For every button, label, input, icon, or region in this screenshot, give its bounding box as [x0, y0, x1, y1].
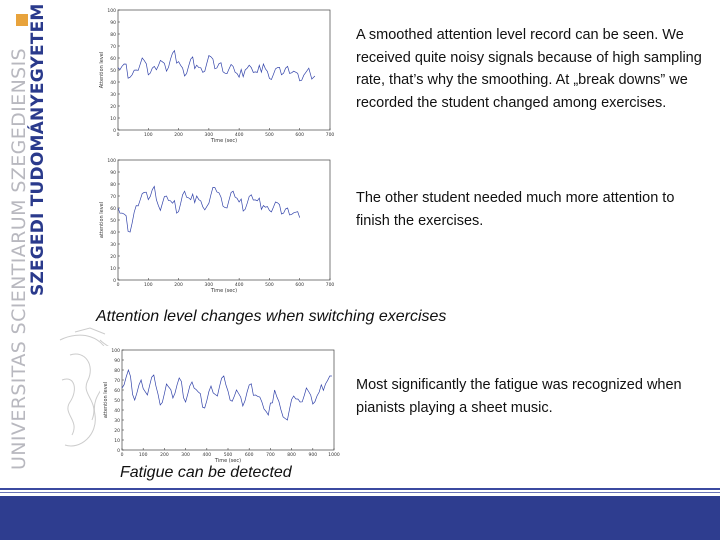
y-tick-label: 100	[107, 159, 116, 164]
y-tick-label: 40	[114, 409, 120, 414]
y-tick-label: 10	[114, 439, 120, 444]
y-tick-label: 90	[114, 359, 120, 364]
x-axis-label: Time (sec)	[210, 288, 238, 294]
y-tick-label: 80	[110, 183, 116, 188]
x-tick-label: 400	[202, 453, 212, 458]
y-tick-label: 80	[114, 369, 120, 374]
y-tick-label: 40	[110, 231, 116, 236]
x-tick-label: 300	[204, 283, 214, 288]
y-tick-label: 80	[110, 33, 116, 38]
y-axis-label: attention level	[103, 381, 109, 419]
y-tick-label: 20	[110, 255, 116, 260]
description-paragraph-smoothed: A smoothed attention level record can be seen. We received quite noisy signals because of high sampling rate, that’s why the smoothing. At „break downs” we recorded the student changed among exercises.	[356, 27, 702, 111]
x-tick-label: 500	[265, 283, 274, 288]
x-tick-label: 0	[120, 453, 124, 458]
x-tick-label: 900	[308, 453, 318, 458]
x-tick-label: 700	[325, 283, 335, 288]
x-tick-label: 500	[223, 453, 233, 458]
y-axis-label: attention level	[99, 201, 105, 239]
x-tick-label: 600	[295, 133, 305, 138]
x-tick-label: 0	[116, 133, 120, 138]
y-tick-label: 60	[110, 207, 116, 212]
y-tick-label: 60	[110, 57, 116, 62]
y-tick-label: 60	[114, 389, 120, 394]
y-tick-label: 0	[113, 279, 116, 284]
y-tick-label: 50	[110, 69, 116, 74]
x-tick-label: 100	[143, 133, 153, 138]
description-paragraph-other-student: The other student needed much more attention to finish the exercises.	[356, 190, 675, 229]
university-latin-name: UNIVERSITAS SCIENTIARUM SZEGEDIENSIS	[8, 47, 30, 470]
x-tick-label: 0	[116, 283, 120, 288]
y-tick-label: 50	[110, 219, 116, 224]
x-tick-label: 400	[234, 133, 244, 138]
fatigue-chart	[100, 346, 340, 464]
plot-frame	[122, 350, 334, 450]
y-tick-label: 20	[110, 105, 116, 110]
university-name-logo: SZEGEDI TUDOMÁNYEGYETEM	[28, 3, 48, 296]
footer-band	[0, 496, 720, 540]
y-tick-label: 10	[110, 267, 116, 272]
x-tick-label: 200	[174, 283, 183, 288]
x-tick-label: 800	[287, 453, 296, 458]
x-tick-label: 500	[265, 133, 274, 138]
x-tick-label: 700	[325, 133, 335, 138]
y-tick-label: 20	[114, 429, 120, 434]
plot-frame	[118, 160, 330, 280]
x-tick-label: 300	[204, 133, 214, 138]
x-tick-label: 200	[174, 133, 183, 138]
caption-fatigue: Fatigue can be detected	[120, 464, 292, 481]
y-tick-label: 100	[111, 349, 120, 354]
attention-chart-1	[96, 6, 336, 144]
y-tick-label: 70	[110, 45, 116, 50]
x-tick-label: 600	[295, 283, 305, 288]
x-tick-label: 700	[266, 453, 275, 458]
x-tick-label: 1000	[328, 453, 340, 458]
y-tick-label: 30	[110, 243, 116, 248]
y-tick-label: 50	[114, 399, 120, 404]
x-tick-label: 300	[181, 453, 190, 458]
attention-chart-2	[96, 156, 336, 294]
y-tick-label: 30	[110, 93, 116, 98]
x-tick-label: 600	[244, 453, 254, 458]
y-tick-label: 90	[110, 171, 116, 176]
y-tick-label: 40	[110, 81, 116, 86]
y-tick-label: 90	[110, 21, 116, 26]
x-tick-label: 100	[143, 283, 153, 288]
y-tick-label: 10	[110, 117, 116, 122]
y-axis-label: Attention level	[99, 51, 105, 89]
y-tick-label: 100	[107, 9, 116, 14]
brand-accent-square	[16, 14, 28, 26]
y-tick-label: 0	[117, 449, 120, 454]
y-tick-label: 30	[114, 419, 120, 424]
footer-divider	[0, 488, 720, 490]
description-paragraph-fatigue: Most significantly the fatigue was recognized when pianists playing a sheet music.	[356, 377, 682, 416]
x-tick-label: 100	[138, 453, 148, 458]
footer-divider-thin	[0, 492, 720, 493]
caption-attention-level: Attention level changes when switching exercises	[96, 308, 447, 325]
x-tick-label: 400	[234, 283, 244, 288]
y-tick-label: 0	[113, 129, 116, 134]
plot-frame	[118, 10, 330, 130]
x-axis-label: Time (sec)	[214, 458, 242, 464]
x-axis-label: Time (sec)	[210, 138, 238, 144]
y-tick-label: 70	[114, 379, 120, 384]
x-tick-label: 200	[160, 453, 169, 458]
y-tick-label: 70	[110, 195, 116, 200]
